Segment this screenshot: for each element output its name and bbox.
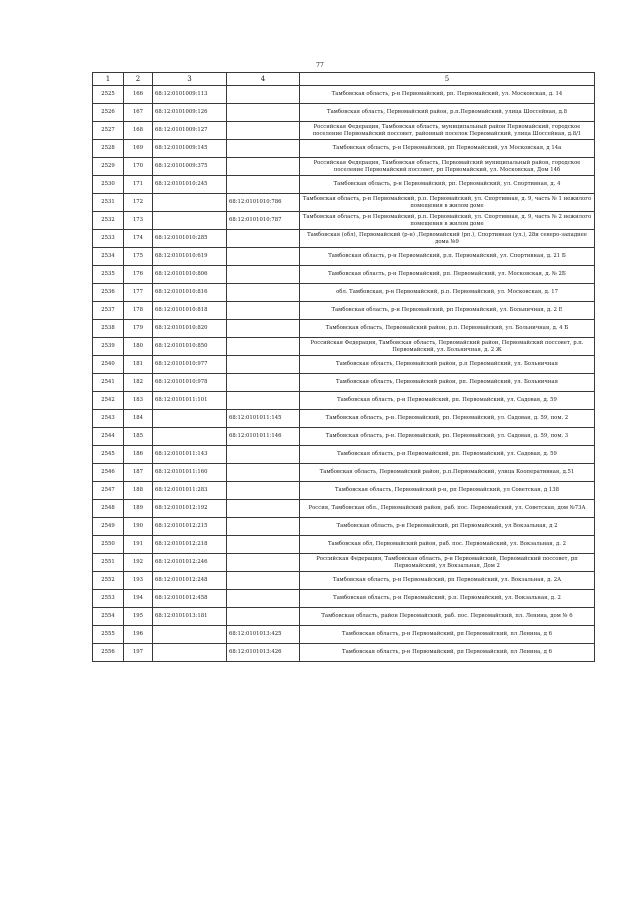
table-row: [93, 572, 595, 590]
address-cell: Тамбовская обл, Первомайский район, раб. пос. Первомайский, ул. Вокзальная, д. 2: [300, 536, 595, 554]
row-index-cell: 2525: [93, 86, 124, 104]
row-number-cell: 174: [124, 230, 153, 248]
table-row: [93, 428, 595, 446]
column-header: 3: [153, 73, 227, 86]
table-row: [93, 608, 595, 626]
address-cell: Тамбовская область, р-н Первомайский, рп Первомайский, ул Московская, д 14а: [300, 140, 595, 158]
row-index-cell: 2537: [93, 302, 124, 320]
room-cadastral-cell: [227, 176, 300, 194]
table-row: [93, 302, 595, 320]
row-number-cell: 169: [124, 140, 153, 158]
room-cadastral-cell: [227, 356, 300, 374]
row-index-cell: 2542: [93, 392, 124, 410]
cadastral-number-cell: 68:12:0101011:101: [153, 392, 227, 410]
row-index-cell: 2549: [93, 518, 124, 536]
row-number-cell: 190: [124, 518, 153, 536]
room-cadastral-cell: [227, 500, 300, 518]
cadastral-number-cell: [153, 644, 227, 662]
room-cadastral-cell: 68:12:0101013:425: [227, 626, 300, 644]
table-row: [93, 590, 595, 608]
table-row: [93, 410, 595, 428]
row-index-cell: 2538: [93, 320, 124, 338]
cadastral-number-cell: 68:12:0101012:248: [153, 572, 227, 590]
row-index-cell: 2540: [93, 356, 124, 374]
table-row: [93, 104, 595, 122]
address-cell: Тамбовская область, р-н Первомайский, рп. Первомайский, ул. Спортивная, д. 4: [300, 176, 595, 194]
row-number-cell: 172: [124, 194, 153, 212]
row-number-cell: 166: [124, 86, 153, 104]
row-number-cell: 184: [124, 410, 153, 428]
cadastral-number-cell: 68:12:0101012:246: [153, 554, 227, 572]
room-cadastral-cell: [227, 248, 300, 266]
address-cell: Тамбовская (обл), Первомайский (р-н) ,Первомайский (рп.), Спортивная (ул.), 28и северо-западнее дома №9: [300, 230, 595, 248]
row-number-cell: 195: [124, 608, 153, 626]
row-index-cell: 2552: [93, 572, 124, 590]
cadastral-number-cell: 68:12:0101010:850: [153, 338, 227, 356]
cadastral-number-cell: 68:12:0101011:143: [153, 446, 227, 464]
row-index-cell: 2532: [93, 212, 124, 230]
cadastral-number-cell: [153, 194, 227, 212]
table-row: [93, 122, 595, 140]
column-header: 1: [93, 73, 124, 86]
row-index-cell: 2541: [93, 374, 124, 392]
row-index-cell: 2550: [93, 536, 124, 554]
row-number-cell: 196: [124, 626, 153, 644]
table-header-row: [93, 73, 595, 86]
address-cell: Тамбовская область, Первомайский район, р.п Первомайский, ул. Больничная: [300, 356, 595, 374]
room-cadastral-cell: [227, 266, 300, 284]
address-cell: Тамбовская область, р-н Первомайский, рп Первомайский, пл Ленина, д 6: [300, 626, 595, 644]
row-number-cell: 181: [124, 356, 153, 374]
page-number: 77: [316, 62, 324, 69]
table-row: [93, 482, 595, 500]
row-index-cell: 2543: [93, 410, 124, 428]
address-cell: Тамбовская область, р-н Первомайский, рп. Первомайский, ул. Московская, д. 14: [300, 86, 595, 104]
row-index-cell: 2535: [93, 266, 124, 284]
table-row: [93, 392, 595, 410]
row-index-cell: 2527: [93, 122, 124, 140]
address-cell: Тамбовская область, р-н. Первомайский, рп. Первомайский, ул. Садовая, д. 59, пом. 3: [300, 428, 595, 446]
room-cadastral-cell: 68:12:0101011:145: [227, 410, 300, 428]
table-row: [93, 266, 595, 284]
address-cell: Тамбовская область, р-н Первомайский, рп. Первомайский, ул. Садовая, д. 59: [300, 392, 595, 410]
row-number-cell: 175: [124, 248, 153, 266]
cadastral-number-cell: 68:12:0101010:245: [153, 176, 227, 194]
row-number-cell: 183: [124, 392, 153, 410]
row-index-cell: 2554: [93, 608, 124, 626]
room-cadastral-cell: [227, 158, 300, 176]
room-cadastral-cell: [227, 122, 300, 140]
table-row: [93, 284, 595, 302]
address-cell: Тамбовская область, р-н Первомайский, рп Первомайский, ул. Больничная, д. 2 Е: [300, 302, 595, 320]
address-cell: Тамбовская область, р-н Первомайский, р.п. Первомайский, ул. Спортивная, д. 9, часть № 2 нежилого помещения в жилом доме: [300, 212, 595, 230]
cadastral-number-cell: [153, 428, 227, 446]
cadastral-number-cell: [153, 410, 227, 428]
room-cadastral-cell: [227, 86, 300, 104]
row-number-cell: 185: [124, 428, 153, 446]
address-cell: Тамбовская область, р-н Первомайский, рп Первомайский, ул Вокзальная, д 2: [300, 518, 595, 536]
cadastral-number-cell: 68:12:0101010:816: [153, 284, 227, 302]
room-cadastral-cell: [227, 374, 300, 392]
row-index-cell: 2536: [93, 284, 124, 302]
room-cadastral-cell: 68:12:0101011:146: [227, 428, 300, 446]
table-row: [93, 212, 595, 230]
row-index-cell: 2547: [93, 482, 124, 500]
cadastral-number-cell: 68:12:0101011:283: [153, 482, 227, 500]
column-header: 4: [227, 73, 300, 86]
cadastral-number-cell: 68:12:0101010:820: [153, 320, 227, 338]
table-row: [93, 518, 595, 536]
row-index-cell: 2546: [93, 464, 124, 482]
table-row: [93, 338, 595, 356]
row-index-cell: 2539: [93, 338, 124, 356]
cadastral-number-cell: 68:12:0101012:192: [153, 500, 227, 518]
room-cadastral-cell: [227, 302, 300, 320]
table-row: [93, 446, 595, 464]
table-row: [93, 194, 595, 212]
row-number-cell: 189: [124, 500, 153, 518]
table-row: [93, 464, 595, 482]
cadastral-number-cell: 68:12:0101013:181: [153, 608, 227, 626]
cadastral-number-cell: 68:12:0101010:806: [153, 266, 227, 284]
address-cell: Российская Федерация, Тамбовская область, р-н Первомайский, Первомайский поссовет, рп Первомайский, ул Вокзальная, Дом 2: [300, 554, 595, 572]
row-number-cell: 178: [124, 302, 153, 320]
address-cell: Тамбовская область, район Первомайский, раб. пос. Первомайский, пл. Ленина, дом № 6: [300, 608, 595, 626]
column-header: 2: [124, 73, 153, 86]
cadastral-number-cell: 68:12:0101010:977: [153, 356, 227, 374]
room-cadastral-cell: [227, 518, 300, 536]
table-row: [93, 86, 595, 104]
address-cell: Тамбовская область, р-н. Первомайский, рп. Первомайский, ул. Садовая, д. 59, пом. 2: [300, 410, 595, 428]
row-number-cell: 192: [124, 554, 153, 572]
row-index-cell: 2555: [93, 626, 124, 644]
table-row: [93, 554, 595, 572]
room-cadastral-cell: [227, 140, 300, 158]
address-cell: Тамбовская область, Первомайский р-н, рп Первомайский, ул Советская, д 138: [300, 482, 595, 500]
row-index-cell: 2533: [93, 230, 124, 248]
cadastral-number-cell: 68:12:0101011:160: [153, 464, 227, 482]
room-cadastral-cell: [227, 590, 300, 608]
room-cadastral-cell: [227, 320, 300, 338]
room-cadastral-cell: [227, 338, 300, 356]
room-cadastral-cell: 68:12:0101013:426: [227, 644, 300, 662]
room-cadastral-cell: [227, 608, 300, 626]
room-cadastral-cell: [227, 482, 300, 500]
cadastral-number-cell: 68:12:0101012:215: [153, 518, 227, 536]
address-cell: Тамбовская область, р-н Первомайский, р.п. Первомайский, ул. Спортивная, д. 21 Б: [300, 248, 595, 266]
address-cell: Тамбовская область, р-н Первомайский, р.п. Первомайский, ул. Вокзальная, д. 2: [300, 590, 595, 608]
row-index-cell: 2526: [93, 104, 124, 122]
row-number-cell: 170: [124, 158, 153, 176]
cadastral-number-cell: [153, 212, 227, 230]
row-number-cell: 173: [124, 212, 153, 230]
cadastral-number-cell: 68:12:0101010:285: [153, 230, 227, 248]
address-cell: Тамбовская область, Первомайский район, р.п. Первомайский, ул. Больничная, д. 4 Б: [300, 320, 595, 338]
address-cell: Тамбовская область, Первомайский район, р.п.Первомайский, улица Шоссейная, д.8: [300, 104, 595, 122]
cadastral-number-cell: 68:12:0101012:458: [153, 590, 227, 608]
table-row: [93, 356, 595, 374]
address-cell: Тамбовская область, р-н Первомайский, рп. Первомайский, ул. Садовая, д. 59: [300, 446, 595, 464]
row-number-cell: 186: [124, 446, 153, 464]
table-row: [93, 158, 595, 176]
table-row: [93, 374, 595, 392]
cadastral-number-cell: 68:12:0101009:145: [153, 140, 227, 158]
row-index-cell: 2528: [93, 140, 124, 158]
address-cell: Тамбовская область, Первомайский район, р.п.Первомайский, улица Кооперативная, д.51: [300, 464, 595, 482]
address-cell: обл. Тамбовская, р-н Первомайский, р.п. Первомайский, ул. Московская, д. 17: [300, 284, 595, 302]
table-row: [93, 248, 595, 266]
table-row: [93, 176, 595, 194]
row-number-cell: 182: [124, 374, 153, 392]
cadastral-number-cell: 68:12:0101009:127: [153, 122, 227, 140]
address-cell: Тамбовская область, р-н Первомайский, рп Первомайский, пл Ленина, д 6: [300, 644, 595, 662]
cadastral-number-cell: 68:12:0101009:113: [153, 86, 227, 104]
room-cadastral-cell: [227, 446, 300, 464]
row-index-cell: 2553: [93, 590, 124, 608]
table-row: [93, 536, 595, 554]
room-cadastral-cell: [227, 230, 300, 248]
table-row: [93, 626, 595, 644]
address-cell: Тамбовская область, Первомайский район, рп. Первомайский, ул. Больничная: [300, 374, 595, 392]
address-cell: Российская Федерация, Тамбовская область, муниципальный район Первомайский, городское поселение Первомайский поссовет, районный поселок Первомайский, улица Шоссейная, д.8/1: [300, 122, 595, 140]
row-number-cell: 167: [124, 104, 153, 122]
room-cadastral-cell: 68:12:0101010:787: [227, 212, 300, 230]
cadastral-number-cell: 68:12:0101010:818: [153, 302, 227, 320]
cadastral-number-cell: 68:12:0101009:126: [153, 104, 227, 122]
cadastral-number-cell: 68:12:0101012:218: [153, 536, 227, 554]
row-index-cell: 2545: [93, 446, 124, 464]
registry-table: [92, 72, 595, 662]
table-row: [93, 140, 595, 158]
row-index-cell: 2544: [93, 428, 124, 446]
row-number-cell: 180: [124, 338, 153, 356]
cadastral-number-cell: 68:12:0101010:978: [153, 374, 227, 392]
table-row: [93, 500, 595, 518]
room-cadastral-cell: 68:12:0101010:786: [227, 194, 300, 212]
address-cell: Тамбовская область, р-н Первомайский, рп. Первомайский, ул. Московская, д. № 2Б: [300, 266, 595, 284]
room-cadastral-cell: [227, 284, 300, 302]
row-index-cell: 2529: [93, 158, 124, 176]
row-index-cell: 2556: [93, 644, 124, 662]
row-number-cell: 193: [124, 572, 153, 590]
column-header: 5: [300, 73, 595, 86]
address-cell: Тамбовская область, р-н Первомайский, р.п. Первомайский, ул. Спортивная, д. 9, часть № 1 нежилого помещения в жилом доме: [300, 194, 595, 212]
row-number-cell: 188: [124, 482, 153, 500]
cadastral-number-cell: [153, 626, 227, 644]
room-cadastral-cell: [227, 104, 300, 122]
row-number-cell: 168: [124, 122, 153, 140]
address-cell: Тамбовская область, р-н Первомайский, рп Первомайский, ул. Вокзальная, д. 2А: [300, 572, 595, 590]
room-cadastral-cell: [227, 554, 300, 572]
room-cadastral-cell: [227, 392, 300, 410]
cadastral-number-cell: 68:12:0101009:375: [153, 158, 227, 176]
row-number-cell: 197: [124, 644, 153, 662]
address-cell: Российская Федерация, Тамбовская область, Первомайский муниципальный район, городское поселение Первомайский поссовет, рп Первомайский, ул. Московская, Дом 14б: [300, 158, 595, 176]
row-number-cell: 171: [124, 176, 153, 194]
row-index-cell: 2548: [93, 500, 124, 518]
table-row: [93, 320, 595, 338]
row-number-cell: 191: [124, 536, 153, 554]
cadastral-number-cell: 68:12:0101010:619: [153, 248, 227, 266]
room-cadastral-cell: [227, 464, 300, 482]
row-number-cell: 179: [124, 320, 153, 338]
row-number-cell: 177: [124, 284, 153, 302]
table-row: [93, 644, 595, 662]
row-index-cell: 2551: [93, 554, 124, 572]
table-row: [93, 230, 595, 248]
row-index-cell: 2530: [93, 176, 124, 194]
row-index-cell: 2534: [93, 248, 124, 266]
address-cell: Российская Федерация, Тамбовская область, Первомайский район, Первомайский поссовет, р.п. Первомайский, ул. Больничная, д. 2 Ж: [300, 338, 595, 356]
row-number-cell: 176: [124, 266, 153, 284]
row-number-cell: 194: [124, 590, 153, 608]
room-cadastral-cell: [227, 536, 300, 554]
row-index-cell: 2531: [93, 194, 124, 212]
room-cadastral-cell: [227, 572, 300, 590]
address-cell: Россия, Тамбовская обл., Первомайский район, раб. пос. Первомайский, ул. Советская, дом №73А: [300, 500, 595, 518]
row-number-cell: 187: [124, 464, 153, 482]
